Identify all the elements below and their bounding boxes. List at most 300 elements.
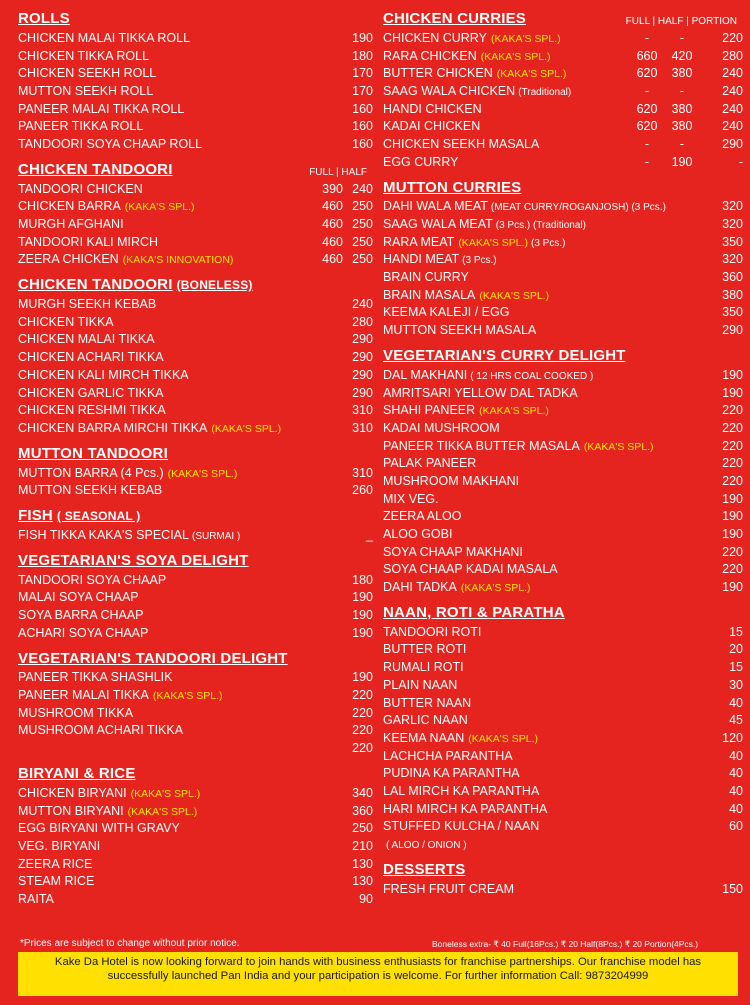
menu-section (383, 179, 743, 340)
item-name-cell (383, 368, 703, 382)
item-price: 40 (729, 695, 743, 710)
franchise-text-line-1: Kake Da Hotel is now looking forward to join hands with business enthusiasts for franchise partnerships. Our franchise model has (54, 956, 702, 968)
item-name: PALAK PANEER (383, 456, 477, 471)
item-name-cell (383, 545, 703, 559)
menu-item (383, 641, 743, 659)
section-title-text: FISH (18, 507, 53, 525)
section-header (18, 765, 373, 782)
menu-section (18, 552, 373, 642)
item-price: 310 (352, 465, 373, 480)
menu-item (18, 419, 373, 437)
item-price: 620 (636, 119, 658, 134)
item-price: 150 (722, 881, 743, 896)
item-name-cell (383, 492, 703, 506)
item-price: 240 (722, 119, 743, 134)
item-name-cell (18, 119, 333, 133)
item-price: 220 (722, 438, 743, 453)
menu-section (18, 276, 373, 437)
item-name-cell (18, 590, 333, 604)
menu-item (383, 711, 743, 729)
section-title (18, 445, 168, 462)
item-price: 170 (352, 66, 373, 81)
item-price: 170 (352, 83, 373, 98)
item-price: 180 (352, 48, 373, 63)
item-name: ACHARI SOYA CHAAP (18, 625, 149, 640)
item-price: 250 (352, 199, 373, 214)
item-name-cell (383, 49, 631, 63)
item-price: 190 (722, 491, 743, 506)
item-name: DAHI WALA MEAT (383, 199, 488, 214)
menu-item (18, 135, 373, 153)
menu-item (18, 384, 373, 402)
item-price: 340 (352, 785, 373, 800)
item-name: CHICKEN MALAI TIKKA (18, 332, 155, 347)
menu-item (383, 268, 743, 286)
item-note: (3 Pcs.) (462, 255, 497, 267)
item-price: - (679, 83, 685, 98)
item-name: CHICKEN GARLIC TIKKA (18, 385, 164, 400)
item-price: 220 (352, 688, 373, 703)
boneless-extra-note: Boneless extra- ₹ 40 Full(16Pcs.) ₹ 20 Half(8Pcs.) ₹ 20 Portion(4Pcs.) (432, 939, 699, 949)
item-note: (3 Pcs.) (Traditional) (495, 220, 586, 232)
menu-item (18, 180, 373, 198)
menu-item (383, 198, 743, 216)
menu-item (383, 578, 743, 596)
item-name: SOYA CHAAP KADAI MASALA (383, 562, 558, 577)
menu-section (18, 10, 373, 153)
item-name: ALOO GOBI (383, 527, 453, 542)
item-price: 120 (722, 730, 743, 745)
menu-section (383, 861, 743, 898)
menu-item (18, 401, 373, 419)
item-name-cell (18, 84, 333, 98)
item-name: EGG BIRYANI WITH GRAVY (18, 821, 180, 836)
menu-item (383, 561, 743, 579)
item-name-cell (383, 252, 703, 266)
item-name-cell (383, 527, 703, 541)
item-price: 220 (722, 473, 743, 488)
item-price: - (644, 83, 650, 98)
menu-item (383, 454, 743, 472)
item-name: VEG. BIRYANI (18, 838, 101, 853)
menu-item (383, 525, 743, 543)
item-name: LACHCHA PARANTHA (383, 748, 513, 763)
section-title-text: MUTTON TANDOORI (18, 444, 168, 462)
menu-item (18, 331, 373, 349)
menu-section (18, 161, 373, 268)
item-name-cell (383, 31, 631, 45)
menu-item (383, 153, 743, 171)
item-name: MUTTON SEEKH MASALA (383, 323, 537, 338)
item-name: PANEER MALAI TIKKA ROLL (18, 101, 185, 116)
item-name: BUTTER CHICKEN (383, 66, 493, 81)
item-price: 160 (352, 101, 373, 116)
menu-item (18, 571, 373, 589)
item-price: 280 (352, 314, 373, 329)
item-price: 380 (671, 119, 693, 134)
item-name: MURGH SEEKH KEBAB (18, 297, 157, 312)
item-name: MUTTON SEEKH ROLL (18, 83, 154, 98)
section-header (18, 276, 373, 293)
item-name-cell (18, 137, 333, 151)
section-header (18, 507, 373, 524)
menu-item (383, 472, 743, 490)
item-tag: (KAKA'S SPL.) (490, 32, 561, 45)
menu-item (18, 251, 373, 269)
item-price: 360 (352, 803, 373, 818)
item-name-cell (18, 31, 333, 45)
item-price: 160 (352, 136, 373, 151)
item-price: 290 (352, 350, 373, 365)
item-tag: (KAKA'S SPL.) (152, 690, 223, 703)
item-name-cell (18, 670, 333, 684)
item-name: PANEER TIKKA BUTTER MASALA (383, 438, 580, 453)
item-name-cell (383, 155, 631, 169)
item-name: KADAI CHICKEN (383, 119, 481, 134)
item-price: 290 (352, 367, 373, 382)
menu-item (18, 890, 373, 908)
section-title-text: VEGETARIAN'S TANDOORI DELIGHT (18, 649, 288, 667)
item-name: CHICKEN SEEKH MASALA (383, 136, 540, 151)
menu-item (18, 233, 373, 251)
item-name-cell (18, 466, 333, 480)
menu-section (18, 445, 373, 499)
item-name-cell (383, 731, 703, 745)
item-price: 360 (722, 270, 743, 285)
menu-item (18, 704, 373, 722)
item-name: HANDI MEAT (383, 252, 460, 267)
item-name-cell (383, 580, 703, 594)
menu-section (18, 650, 373, 757)
item-name: TANDOORI KALI MIRCH (18, 234, 159, 249)
item-name: AMRITSARI YELLOW DAL TADKA (383, 385, 578, 400)
item-price: - (679, 30, 685, 45)
item-name-cell (18, 821, 333, 835)
item-note: (Traditional) (518, 86, 572, 98)
section-header (383, 179, 743, 196)
item-name-cell (18, 688, 333, 702)
item-price: 660 (636, 48, 658, 63)
menu-item (383, 100, 743, 118)
item-price: 190 (352, 30, 373, 45)
item-price: 130 (352, 856, 373, 871)
item-name: MURGH AFGHANI (18, 217, 124, 232)
item-name: CHICKEN BARRA (18, 199, 121, 214)
item-price: 45 (729, 713, 743, 728)
item-name-cell (383, 305, 703, 319)
item-name: CHICKEN ACHARI TIKKA (18, 350, 164, 365)
menu-section (383, 604, 743, 853)
item-price: 240 (722, 66, 743, 81)
item-name-cell (18, 315, 333, 329)
item-price: 15 (729, 660, 743, 675)
item-name-cell (18, 723, 333, 737)
item-name: TANDOORI SOYA CHAAP (18, 572, 167, 587)
item-name-cell (18, 386, 333, 400)
item-name-cell (383, 713, 703, 727)
item-price: 190 (722, 385, 743, 400)
item-price: 350 (722, 234, 743, 249)
item-name-cell (383, 288, 703, 302)
item-price: _ (366, 527, 373, 542)
item-note: (SURMAI ) (191, 530, 241, 542)
item-name: STUFFED KULCHA / NAAN (383, 819, 540, 834)
item-name: FISH TIKKA KAKA'S SPECIAL (18, 527, 189, 542)
menu-item (383, 419, 743, 437)
item-name: CHICKEN RESHMI TIKKA (18, 403, 166, 418)
menu-item (383, 764, 743, 782)
item-price: 320 (722, 199, 743, 214)
menu-item (383, 676, 743, 694)
item-name: PANEER TIKKA SHASHLIK (18, 670, 173, 685)
section-title-text: MUTTON CURRIES (383, 178, 522, 196)
item-name: LAL MIRCH KA PARANTHA (383, 783, 540, 798)
item-name: RAITA (18, 891, 54, 906)
item-price: 420 (671, 48, 693, 63)
item-name: SAAG WALA MEAT (383, 217, 493, 232)
item-price: 460 (322, 199, 343, 214)
item-price: 290 (722, 323, 743, 338)
item-name-cell (383, 562, 703, 576)
item-name: MUSHROOM ACHARI TIKKA (18, 723, 184, 738)
item-tag: (KAKA'S SPL.) (460, 582, 531, 595)
section-title (383, 179, 521, 196)
item-name: MUSHROOM TIKKA (18, 705, 134, 720)
item-name-cell (18, 706, 333, 720)
item-note: (3 Pcs.) (531, 237, 566, 249)
item-name: PANEER TIKKA ROLL (18, 119, 144, 134)
item-tag: (KAKA'S INNOVATION) (122, 254, 234, 267)
item-name: GARLIC NAAN (383, 713, 468, 728)
section-title-text: CHICKEN TANDOORI (18, 276, 173, 294)
menu-item (18, 739, 373, 757)
franchise-text-line-2: successfully launched Pan India and your participation is welcome. For further information Call: 9873204999 (107, 969, 649, 982)
menu-item (18, 872, 373, 890)
section-header (383, 10, 743, 27)
item-name-cell (383, 456, 703, 470)
menu-item (18, 215, 373, 233)
item-tag: (KAKA'S SPL.) (479, 405, 549, 418)
item-tag: (KAKA'S SPL.) (480, 50, 551, 63)
menu-item (383, 29, 743, 47)
item-name: CHICKEN BIRYANI (18, 785, 127, 800)
item-tag: (KAKA'S SPL.) (124, 201, 195, 214)
item-name-cell (383, 270, 703, 284)
item-name-cell (18, 804, 333, 818)
item-name-cell (18, 368, 333, 382)
section-title-text: VEGETARIAN'S SOYA DELIGHT (18, 551, 249, 569)
item-name: KEEMA KALEJI / EGG (383, 305, 510, 320)
item-name-cell (383, 696, 703, 710)
item-price: 290 (352, 332, 373, 347)
item-price: 220 (722, 403, 743, 418)
menu-item (383, 623, 743, 641)
menu-item (383, 880, 743, 898)
item-name: CHICKEN CURRY (383, 30, 487, 45)
item-price: 220 (722, 456, 743, 471)
franchise-banner (18, 952, 738, 996)
menu-item (383, 64, 743, 82)
item-name-cell (18, 403, 333, 417)
item-name-cell (383, 137, 631, 151)
menu-item (18, 100, 373, 118)
item-price: 40 (729, 748, 743, 763)
item-name: PLAIN NAAN (383, 677, 458, 692)
menu-item (18, 29, 373, 47)
item-name-cell (18, 252, 303, 266)
section-title (18, 650, 288, 667)
item-price: 250 (352, 217, 373, 232)
item-name-cell (18, 297, 333, 311)
menu-item (18, 784, 373, 802)
item-price: 210 (352, 838, 373, 853)
section-title (18, 765, 136, 782)
item-tag: (KAKA'S SPL.) (479, 289, 550, 302)
item-name: TANDOORI SOYA CHAAP ROLL (18, 136, 203, 151)
menu-item (18, 47, 373, 65)
item-name: SHAHI PANEER (383, 403, 476, 418)
item-name: DAHI TADKA (383, 580, 457, 595)
item-price: 250 (352, 821, 373, 836)
item-name: KADAI MUSHROOM (383, 420, 500, 435)
menu-item (383, 747, 743, 765)
item-name-cell (18, 839, 333, 853)
item-name-cell (383, 642, 703, 656)
menu-item (18, 802, 373, 820)
item-name: EGG CURRY (383, 154, 459, 169)
item-price: 620 (636, 101, 658, 116)
section-header (18, 445, 373, 462)
item-name: BRAIN MASALA (383, 287, 476, 302)
section-title-text: BIRYANI & RICE (18, 765, 136, 782)
section-title-sub: (BONELESS) (176, 278, 253, 293)
item-price: 190 (722, 367, 743, 382)
item-name: MUTTON BARRA (4 Pcs.) (18, 465, 164, 480)
item-tag: (KAKA'S SPL.) (211, 422, 282, 435)
menu-item (18, 526, 373, 544)
menu-item (383, 82, 743, 100)
menu-item (18, 481, 373, 499)
item-name: CHICKEN MALAI TIKKA ROLL (18, 30, 191, 45)
item-price: 40 (729, 783, 743, 798)
menu-item (18, 313, 373, 331)
section-title-text: VEGETARIAN'S CURRY DELIGHT (383, 347, 626, 364)
item-price: - (644, 136, 650, 151)
section-title (383, 347, 626, 364)
item-name-cell (18, 217, 303, 231)
item-name: PANEER MALAI TIKKA (18, 688, 149, 703)
item-tag: (KAKA'S SPL.) (167, 467, 238, 480)
section-title-text: ROLLS (18, 10, 70, 27)
section-title (18, 276, 253, 293)
menu-item (18, 348, 373, 366)
item-name-cell (18, 857, 333, 871)
item-price: 40 (729, 766, 743, 781)
section-header (18, 10, 373, 27)
item-name: ZEERA RICE (18, 856, 93, 871)
item-name-cell (18, 626, 333, 640)
item-name: CHICKEN TIKKA ROLL (18, 48, 150, 63)
item-name-cell (383, 235, 703, 249)
item-name: MUSHROOM MAKHANI (383, 473, 520, 488)
menu-item (383, 233, 743, 251)
item-name-cell (18, 421, 333, 435)
item-name-cell (18, 892, 333, 906)
item-price: 20 (729, 642, 743, 657)
item-name: SOYA BARRA CHAAP (18, 608, 144, 623)
item-price: 320 (722, 252, 743, 267)
menu-item (383, 321, 743, 339)
item-name: FRESH FRUIT CREAM (383, 881, 515, 896)
item-name-cell (383, 660, 703, 674)
item-price: 290 (352, 385, 373, 400)
item-tag: (KAKA'S SPL.) (458, 236, 529, 249)
item-tag: (KAKA'S SPL.) (583, 440, 654, 453)
section-title-text: DESSERTS (383, 860, 466, 878)
item-price: 180 (352, 572, 373, 587)
item-price: 220 (722, 544, 743, 559)
menu-item (383, 215, 743, 233)
item-name-cell (383, 802, 703, 816)
item-name-cell (18, 199, 303, 213)
item-name: HANDI CHICKEN (383, 101, 482, 116)
item-name: ZEERA ALOO (383, 509, 462, 524)
item-price: - (679, 136, 685, 151)
item-price: 190 (671, 154, 693, 169)
item-price: - (644, 154, 650, 169)
menu-item (383, 47, 743, 65)
item-price: 260 (352, 483, 373, 498)
item-name: TANDOORI ROTI (383, 624, 482, 639)
item-name-cell (18, 874, 333, 888)
menu-item (18, 686, 373, 704)
item-price: 30 (729, 677, 743, 692)
item-name-cell (18, 350, 333, 364)
menu-item (18, 366, 373, 384)
item-price: 460 (322, 234, 343, 249)
item-price: 240 (722, 101, 743, 116)
item-price: 60 (729, 819, 743, 834)
menu-item (383, 729, 743, 747)
item-name-cell (383, 199, 703, 213)
item-name-cell (383, 66, 631, 80)
item-name: CHICKEN BARRA MIRCHI TIKKA (18, 420, 208, 435)
item-name-cell (18, 235, 303, 249)
menu-item (18, 464, 373, 482)
item-price: 240 (352, 181, 373, 196)
section-header (383, 861, 743, 878)
menu-section (18, 507, 373, 544)
section-title (383, 10, 526, 27)
item-price: 380 (671, 66, 693, 81)
menu-item (383, 508, 743, 526)
item-name-cell (383, 119, 631, 133)
menu-item (18, 855, 373, 873)
item-name-cell (383, 625, 703, 639)
item-name: KEEMA NAAN (383, 730, 465, 745)
section-title-sub: ( SEASONAL ) (56, 509, 141, 524)
item-price: 220 (352, 705, 373, 720)
item-name: BRAIN CURRY (383, 270, 469, 285)
item-price: 220 (722, 420, 743, 435)
menu-item (383, 782, 743, 800)
menu-item (383, 800, 743, 818)
menu-item (18, 624, 373, 642)
item-name: CHICKEN KALI MIRCH TIKKA (18, 367, 189, 382)
item-name: BUTTER NAAN (383, 695, 472, 710)
item-name: MUTTON BIRYANI (18, 803, 124, 818)
item-note: (MEAT CURRY/ROGANJOSH) (3 Pcs.) (490, 202, 666, 214)
